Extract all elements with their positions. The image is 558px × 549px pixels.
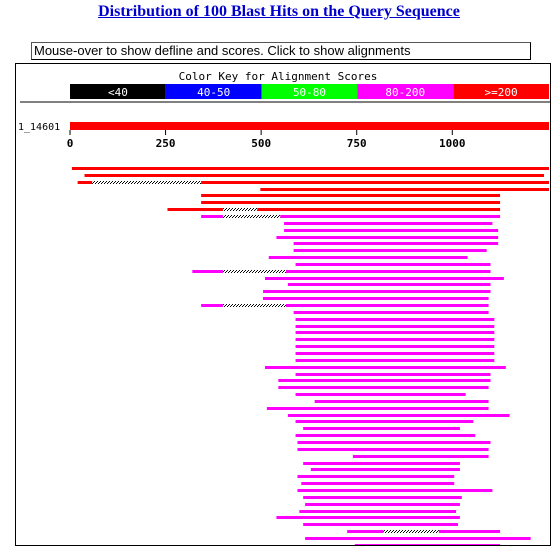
hit-row[interactable] [72, 167, 549, 170]
hit-segment[interactable] [305, 503, 460, 506]
hit-row[interactable] [278, 379, 490, 382]
hit-row[interactable] [201, 201, 500, 204]
hit-row[interactable] [353, 455, 489, 458]
color-key-label: <40 [107, 86, 128, 99]
hit-segment[interactable] [296, 345, 495, 348]
hit-row[interactable] [294, 311, 489, 314]
hit-gap [92, 181, 201, 184]
hit-row[interactable] [288, 283, 491, 286]
hit-gap [383, 530, 438, 533]
hit-segment[interactable] [296, 331, 495, 334]
hit-segment[interactable] [301, 482, 454, 485]
hit-segment[interactable] [192, 270, 223, 273]
hit-segment[interactable] [297, 441, 490, 444]
hit-gap [223, 215, 280, 218]
hit-segment[interactable] [303, 523, 458, 526]
hit-segment[interactable] [297, 448, 488, 451]
hit-row[interactable] [296, 345, 495, 348]
hit-row[interactable] [296, 420, 474, 423]
hit-segment[interactable] [263, 297, 489, 300]
hit-row[interactable] [303, 427, 460, 430]
color-key-bin [166, 84, 262, 99]
color-key-bin [70, 84, 166, 99]
hit-segment[interactable] [288, 283, 491, 286]
hit-row[interactable] [296, 373, 491, 376]
hit-row[interactable] [263, 297, 489, 300]
hit-segment[interactable] [296, 434, 476, 437]
hit-segment[interactable] [303, 427, 460, 430]
color-key-bin [262, 84, 358, 99]
hit-row[interactable] [301, 482, 454, 485]
hit-row[interactable] [303, 523, 458, 526]
hit-segment[interactable] [201, 181, 549, 184]
hit-row[interactable] [265, 366, 506, 369]
hit-row[interactable] [284, 222, 492, 225]
hit-segment[interactable] [288, 414, 510, 417]
hit-row[interactable] [299, 510, 456, 513]
hit-row[interactable] [296, 338, 495, 341]
hit-segment[interactable] [303, 462, 460, 465]
hit-segment[interactable] [299, 510, 456, 513]
hit-segment[interactable] [353, 455, 489, 458]
hit-segment[interactable] [294, 311, 489, 314]
hit-segment[interactable] [201, 194, 500, 197]
hit-row[interactable] [85, 174, 545, 177]
hit-row[interactable] [278, 386, 488, 389]
hit-row[interactable] [288, 414, 510, 417]
hit-row[interactable] [276, 236, 498, 239]
hit-row[interactable] [276, 516, 459, 519]
hit-segment[interactable] [303, 496, 462, 499]
hit-segment[interactable] [296, 325, 495, 328]
color-key [70, 84, 549, 99]
hit-gap [223, 208, 257, 211]
hit-segment[interactable] [85, 174, 545, 177]
hit-segment[interactable] [294, 242, 499, 245]
defline-field: Mouse-over to show defline and scores. Click to show alignments [31, 42, 531, 60]
hit-row[interactable] [192, 270, 490, 273]
hit-segment[interactable] [439, 530, 500, 533]
hit-row[interactable] [201, 304, 488, 307]
hit-segment[interactable] [296, 393, 466, 396]
hit-segment[interactable] [257, 208, 500, 211]
axis-tick-label: 500 [251, 137, 272, 150]
hit-row[interactable] [167, 208, 500, 211]
hit-row[interactable] [263, 290, 490, 293]
hit-segment[interactable] [296, 338, 495, 341]
hit-row[interactable] [297, 441, 490, 444]
hit-segment[interactable] [294, 249, 487, 252]
hit-segment[interactable] [347, 530, 383, 533]
hit-segment[interactable] [201, 201, 500, 204]
hit-row[interactable] [296, 352, 495, 355]
hit-segment[interactable] [286, 304, 489, 307]
hit-segment[interactable] [201, 304, 223, 307]
axis-tick-label: 750 [346, 137, 367, 150]
hit-row[interactable] [303, 462, 460, 465]
hit-row[interactable] [296, 434, 476, 437]
hit-segment[interactable] [201, 215, 223, 218]
color-key-bin [357, 84, 453, 99]
page-title[interactable]: Distribution of 100 Blast Hits on the Query Sequence [98, 3, 460, 20]
hit-segment[interactable] [265, 366, 506, 369]
hit-segment[interactable] [267, 407, 489, 410]
hit-segment[interactable] [297, 489, 492, 492]
hit-row[interactable] [294, 249, 487, 252]
hit-distribution-graphic [16, 64, 550, 545]
color-key-label: 40-50 [197, 86, 231, 99]
hit-segment[interactable] [278, 379, 490, 382]
hit-row[interactable] [284, 229, 498, 232]
hit-segment[interactable] [280, 215, 500, 218]
hit-row[interactable] [78, 181, 549, 184]
hit-segment[interactable] [296, 420, 474, 423]
sequence-axis [67, 130, 466, 150]
axis-tick-label: 0 [66, 137, 74, 150]
hit-row[interactable] [303, 496, 462, 499]
hit-segment[interactable] [167, 208, 222, 211]
color-key-label: >=200 [484, 86, 518, 99]
hit-row[interactable] [294, 242, 499, 245]
hit-row[interactable] [201, 194, 500, 197]
hit-segment[interactable] [355, 544, 500, 545]
hit-row[interactable] [347, 530, 500, 533]
hit-segment[interactable] [296, 263, 491, 266]
hit-segment[interactable] [265, 277, 504, 280]
hit-segment[interactable] [311, 468, 460, 471]
hit-list [72, 167, 549, 545]
hit-row[interactable] [296, 263, 491, 266]
hit-row[interactable] [297, 448, 488, 451]
hit-row[interactable] [305, 537, 531, 540]
hit-segment[interactable] [284, 222, 492, 225]
hit-segment[interactable] [297, 475, 454, 478]
hit-row[interactable] [296, 325, 495, 328]
hit-row[interactable] [296, 393, 466, 396]
color-key-title: Color Key for Alignment Scores [178, 70, 378, 83]
hit-segment[interactable] [296, 318, 495, 321]
hit-row[interactable] [355, 544, 500, 545]
hit-row[interactable] [297, 489, 492, 492]
query-label: 1_14601 [18, 122, 61, 133]
hit-row[interactable] [260, 188, 549, 191]
query-bar [70, 122, 549, 130]
hit-row[interactable] [267, 407, 489, 410]
hit-segment[interactable] [276, 236, 498, 239]
color-key-label: 50-80 [292, 86, 327, 99]
hit-row[interactable] [296, 331, 495, 334]
axis-tick-label: 250 [155, 137, 176, 150]
hit-segment[interactable] [296, 352, 495, 355]
hit-row[interactable] [311, 468, 460, 471]
hit-segment[interactable] [284, 229, 498, 232]
hit-segment[interactable] [78, 181, 93, 184]
hit-row[interactable] [315, 400, 489, 403]
hit-distribution-panel [15, 63, 551, 546]
hit-segment[interactable] [263, 290, 490, 293]
hit-row[interactable] [269, 256, 468, 259]
hit-segment[interactable] [72, 167, 549, 170]
hit-segment[interactable] [278, 386, 488, 389]
hit-row[interactable] [305, 503, 460, 506]
hit-segment[interactable] [276, 516, 459, 519]
hit-gap [223, 270, 286, 273]
hit-row[interactable] [296, 359, 495, 362]
color-key-label: 80-200 [385, 86, 426, 99]
axis-tick-label: 1000 [439, 137, 466, 150]
color-key-bin [453, 84, 549, 99]
hit-segment[interactable] [286, 270, 491, 273]
hit-segment[interactable] [260, 188, 549, 191]
hit-segment[interactable] [296, 359, 495, 362]
hit-segment[interactable] [269, 256, 468, 259]
hit-gap [223, 304, 286, 307]
hit-segment[interactable] [305, 537, 531, 540]
hit-row[interactable] [201, 215, 500, 218]
hit-row[interactable] [297, 475, 454, 478]
hit-segment[interactable] [296, 373, 491, 376]
hit-row[interactable] [265, 277, 504, 280]
hit-row[interactable] [296, 318, 495, 321]
hit-segment[interactable] [315, 400, 489, 403]
